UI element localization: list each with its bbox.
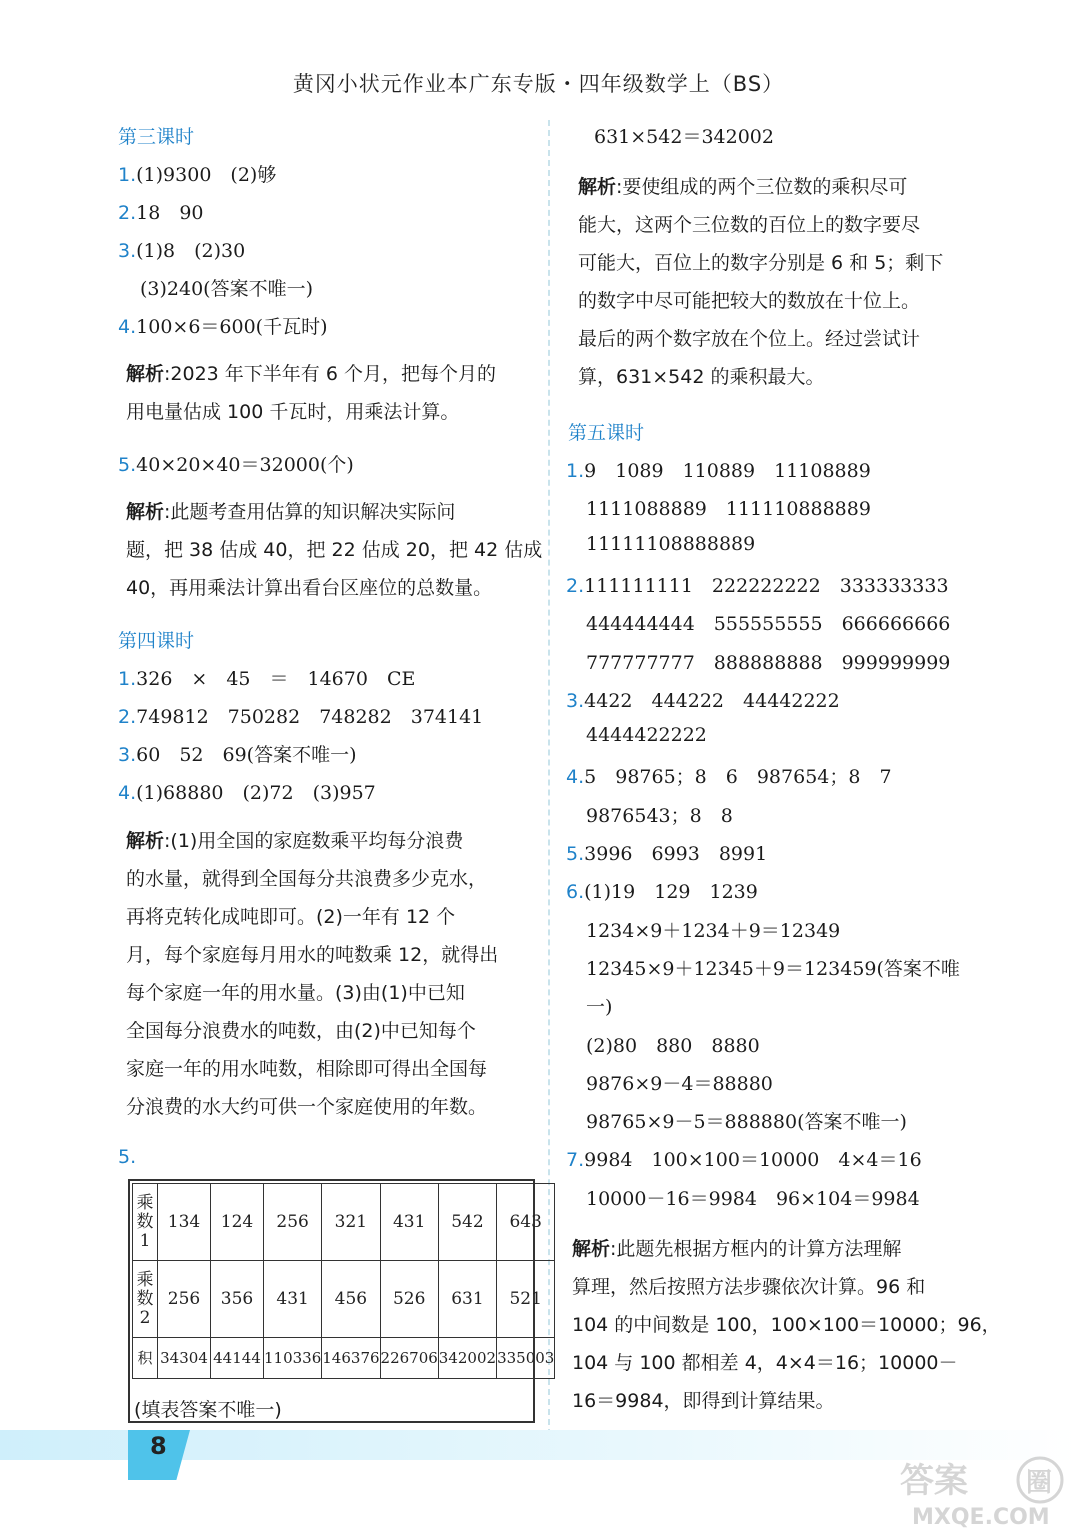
answer-line: 10000－16＝9984 96×104＝9984 [586,1188,920,1210]
answer-line: 12345×9＋12345＋9＝123459(答案不唯 [586,958,960,980]
answer-line: 1.326 × 45 ＝ 14670 CE [118,668,416,690]
answer-line: 2.111111111 222222222 333333333 [566,575,949,597]
section-title-lesson-5: 第五课时 [568,422,645,444]
answer-line: 98765×9－5＝888880(答案不唯一) [586,1111,907,1133]
analysis-block: 解析:(1)用全国的家庭数乘平均每分浪费 的水量，就得到全国每分共浪费多少克水， 再将克转化成吨即可。(2)一年有 12 个 月，每个家庭每月用水的吨数乘 12，就得出 每个家庭一年的用水量。(3)由(1)中已知 全国每分浪费水的吨数，由(2)中已知每个 家庭一年的用水吨数，相除即可得出全国每 分浪费的水大约可供一个家庭使用的年数。 [126,830,499,1118]
table-cell: 256 [158,1261,211,1338]
table-cell: 256 [264,1184,322,1261]
table-cell: 34304 [158,1338,211,1379]
watermark-logo [890,1450,1065,1530]
row-header: 乘 数 2 [133,1261,158,1338]
answer-line: 4.5 98765；8 6 987654；8 7 [566,766,892,788]
answer-line: 9876543；8 8 [586,805,733,827]
answer-line: 11111108888889 [586,533,756,555]
answer-line: 1.9 1089 110889 11108889 [566,460,871,482]
table-cell: 134 [158,1184,211,1261]
answer-line: (2)80 880 8880 [586,1035,760,1057]
table-cell: 124 [211,1184,264,1261]
answer-line: 5.3996 6993 8991 [566,843,768,865]
table-row [133,1261,555,1338]
row-header: 积 [133,1338,158,1379]
answer-line: 631×542＝342002 [594,126,774,148]
table-cell: 356 [211,1261,264,1338]
analysis-block: 解析:2023 年下半年有 6 个月，把每个月的 用电量估成 100 千瓦时，用乘法计算。 [126,363,496,423]
answer-line: 6.(1)19 129 1239 [566,881,758,903]
section-title-lesson-4: 第四课时 [118,630,195,652]
answer-line: 7.9984 100×100＝10000 4×4＝16 [566,1149,922,1171]
table-cell: 110336 [264,1338,322,1379]
page-header: 黄冈小状元作业本广东专版・四年级数学上（BS） [292,72,785,96]
table-cell: 542 [438,1184,496,1261]
answer-line: 1234×9＋1234＋9＝12349 [586,920,841,942]
watermark-title: 答案 [900,1461,968,1501]
table-cell: 342002 [438,1338,496,1379]
table-cell: 431 [264,1261,322,1338]
table-cell: 456 [322,1261,380,1338]
answer-line: 444444444 555555555 666666666 [586,613,951,635]
table-cell: 521 [497,1261,555,1338]
table-cell: 44144 [211,1338,264,1379]
analysis-block: 解析:要使组成的两个三位数的乘积尽可 能大，这两个三位数的百位上的数字要尽 可能大，百位上的数字分别是 6 和 5；剩下 的数字中尽可能把较大的数放在十位上。 最后的两个数字放在个位上。经过尝试计 算，631×542 的乘积最大。 [578,176,944,388]
table-cell: 146376 [322,1338,380,1379]
answer-line: 1111088889 111110888889 [586,498,871,520]
watermark-url: MXQE.COM [912,1505,1050,1530]
answer-line: 4444422222 [586,724,707,746]
table-cell: 335003 [497,1338,555,1379]
analysis-block: 解析:此题先根据方框内的计算方法理解 算理，然后按照方法步骤依次计算。96 和 104 的中间数是 100，100×100＝10000；96， 104 与 100 都相差 4，4×4＝16；10000－ 16＝9984，即得到计算结果。 [572,1238,1001,1412]
table-cell: 643 [497,1184,555,1261]
answer-line: 3.(1)8 (2)30 [118,240,246,262]
answer-line: 5. [118,1146,137,1168]
section-title-lesson-3: 第三课时 [118,126,195,148]
answer-line: (3)240(答案不唯一) [140,278,314,300]
answer-line: 1.(1)9300 (2)够 [118,164,277,186]
answer-line: 3.60 52 69(答案不唯一) [118,744,357,766]
table-cell: 226706 [380,1338,438,1379]
table-row [133,1184,555,1261]
answer-line: 4.(1)68880 (2)72 (3)957 [118,782,376,804]
table-row [133,1338,555,1379]
table-cell: 526 [380,1261,438,1338]
row-header: 乘 数 1 [133,1184,158,1261]
answer-line: 2.749812 750282 748282 374141 [118,706,484,728]
table-cell: 321 [322,1184,380,1261]
table-cell: 431 [380,1184,438,1261]
table-note: (填表答案不唯一) [134,1399,282,1421]
watermark-circle-char: 圈 [1026,1468,1053,1498]
answer-line: 9876×9－4＝88880 [586,1073,773,1095]
table-cell: 631 [438,1261,496,1338]
answer-line: 3.4422 444222 44442222 [566,690,840,712]
answer-line: 4.100×6＝600(千瓦时) [118,316,328,338]
answer-line: 一) [586,996,613,1018]
answer-line: 2.18 90 [118,202,204,224]
analysis-block: 解析:此题考查用估算的知识解决实际问 题，把 38 估成 40，把 22 估成 20，把 42 估成 40，再用乘法计算出看台区座位的总数量。 [126,501,543,599]
answer-line: 5.40×20×40＝32000(个) [118,454,354,476]
answer-line: 777777777 888888888 999999999 [586,652,951,674]
page-number: 8 [150,1432,167,1460]
product-table [132,1183,555,1379]
